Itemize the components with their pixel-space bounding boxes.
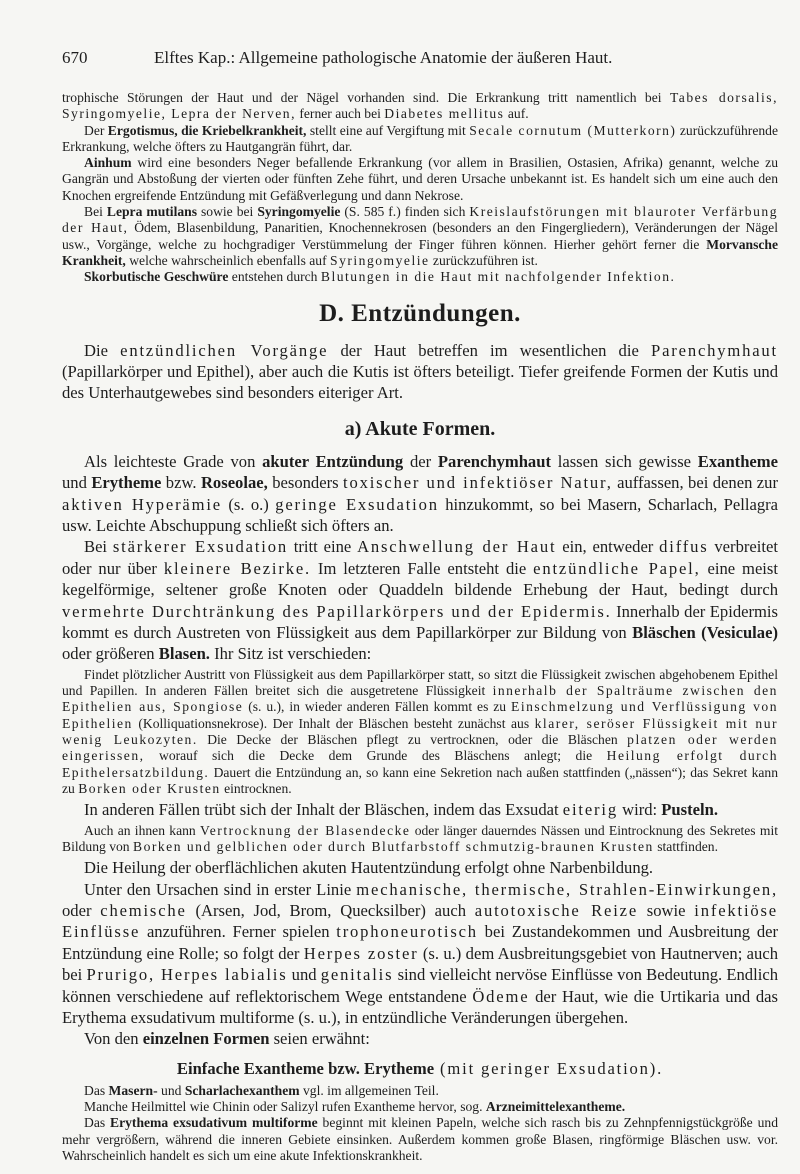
section-a-body-3: [62, 857, 778, 1050]
spaced-text: Parenchymhaut: [651, 340, 778, 360]
paragraph: [62, 799, 778, 820]
text: ein, entweder: [556, 537, 660, 557]
paragraph: [62, 1115, 778, 1164]
text: oder größeren: [62, 644, 159, 664]
text: (Arsen, Jod, Brom, Quecksilber) auch: [186, 901, 475, 921]
text: und: [157, 1082, 185, 1098]
spaced-text: Anschwellung der Haut: [357, 537, 557, 557]
text: Als leichteste Grade von: [84, 451, 263, 471]
bold-term: Ergotismus, die Kriebelkrankheit,: [107, 122, 307, 138]
bold-term: Morvansche Krankheit,: [62, 236, 778, 268]
spaced-text: genitalis: [320, 965, 394, 985]
text: Innerhalb der Epidermis kommt es durch Austreten von Flüssigkeit aus dem Papillarkörper zur Bildung von: [62, 601, 779, 643]
text: Ödem, Blasenbildung, Panaritien, Knochennekrosen (besonders an den Fingergliedern), Veränderungen der Nägel usw., Vorgänge, welche zu hochgradiger Verstümmelung der Finger führen können. Hierher gehört ferner die: [62, 220, 778, 252]
bold-term: Bläschen (Vesiculae): [632, 623, 778, 643]
bold-term: Parenchymhaut: [437, 451, 551, 471]
text: welche wahrscheinlich ebenfalls auf: [125, 252, 331, 268]
text: Im letzteren Falle entsteht die: [311, 558, 534, 578]
bold-term: einzelnen Formen: [142, 1029, 270, 1049]
text: der Haut, wie die Urtikaria und das Erythema exsudativum multiforme (s. u.), in entzündliche Veränderungen übergehen.: [62, 986, 779, 1028]
text: der Haut betreffen im wesentlichen die: [328, 340, 652, 360]
bold-term: akuter Entzündung: [262, 451, 404, 471]
text: worauf sich die Decke dem Grunde des Bläschens anlegt; die: [144, 748, 607, 764]
spaced-text: autotoxische Reize: [474, 901, 639, 921]
bold-term: Blasen.: [158, 644, 210, 664]
text: (s. u.) dem Ausbreitungsgebiet von Hautnerven; auch bei: [62, 943, 779, 985]
text: Auch an ihnen kann: [84, 822, 200, 838]
text: hinzukommt, so bei Masern, Scharlach, Pellagra usw. Leichte Abschuppung schließt sich öfters an.: [62, 494, 779, 535]
spaced-text: diffus: [659, 537, 709, 557]
spaced-text: entzündliche Papel,: [533, 558, 701, 578]
paragraph: [62, 155, 778, 204]
spaced-text: Tabes dorsalis, Syringomyelie, Lepra der Nerven,: [62, 90, 778, 122]
text: zurückzuführende Erkrankung, welche öfters zu Hautgangrän führt, dar.: [62, 122, 778, 154]
spaced-text: entzündlichen Vorgänge: [120, 340, 329, 360]
text: Von den: [84, 1029, 143, 1049]
bold-term: Erytheme: [91, 473, 162, 493]
section-a-body-2: [62, 799, 778, 820]
paragraph: [62, 536, 778, 664]
text: vgl. im allgemeinen Teil.: [299, 1082, 439, 1098]
text: besonders: [267, 473, 344, 493]
text: wird:: [617, 800, 662, 820]
text: wird eine besonders Neger befallende Erkrankung (vor allem in Brasilien, Ostasien, Afrika) genannt, welche zu Gangrän und Abstoßung der vierten oder fünften Zehe führt, und deren Ursache unbekannt ist. Es handelt sich um eine auch den Knochen ergreifende Entzündung mit Gefäßverlegung und dann Nekrose.: [62, 155, 778, 203]
text: auffassen, bei denen zur: [612, 473, 778, 493]
spaced-text: toxischer und infektiöser Natur,: [343, 473, 613, 493]
section-heading: D. Entzündungen.: [319, 299, 521, 327]
subsection-body: [62, 1083, 778, 1164]
spaced-text: Vertrocknung der Blasendecke: [199, 822, 411, 838]
text: sind vielleicht nervöse Einflüsse von Bedeutung. Endlich können verschiedene auf reflektorischem Wege entstandene: [62, 965, 778, 1006]
text: der: [403, 451, 438, 471]
text: oder: [62, 901, 101, 921]
spaced-text: Herpes zoster: [303, 943, 419, 963]
bold-term: Skorbutische Geschwüre: [84, 269, 229, 285]
bold-term: Ainhum: [84, 155, 132, 171]
text: Dauert die Entzündung an, so kann eine Sekretion nach außen stattfinden („nässen“); das Sekret kann zu: [62, 764, 778, 796]
page-number: 670: [62, 48, 88, 67]
bold-term: Arzneimittelexantheme.: [485, 1099, 626, 1115]
text: (s. o.): [221, 494, 276, 514]
paragraph: [62, 123, 778, 156]
text: Die: [84, 340, 121, 360]
section-a-small-1: [62, 667, 778, 797]
text: seien erwähnt:: [269, 1029, 370, 1049]
bold-term: Pusteln.: [661, 800, 718, 820]
heading-spaced: (mit geringer Exsudation).: [434, 1058, 664, 1078]
spaced-text: Blutungen in die Haut mit nachfolgender Infektion.: [320, 269, 676, 285]
text: Das: [84, 1082, 109, 1098]
text: Ihr Sitz ist verschieden:: [209, 644, 372, 664]
spaced-text: stärkerer Exsudation: [112, 537, 288, 557]
bold-term: Syringomyelie: [257, 204, 341, 220]
spaced-text: chemische: [100, 901, 187, 921]
spaced-text: kleinere Bezirke.: [163, 558, 312, 578]
spaced-text: Borken und gelblichen oder durch Blutfarbstoff schmutzig-braunen Krusten: [133, 838, 654, 854]
spaced-text: trophoneurotisch: [336, 922, 478, 942]
spaced-text: Prurigo, Herpes labialis: [86, 965, 288, 985]
spaced-text: Syringomyelie: [330, 252, 430, 268]
text: Unter den Ursachen sind in erster Linie: [84, 879, 357, 899]
paragraph: [62, 340, 778, 404]
text: Das: [84, 1115, 111, 1131]
paragraph: [62, 204, 778, 269]
text: zurückzuführen ist.: [429, 252, 538, 268]
spaced-text: Ödeme: [472, 986, 530, 1006]
text: bei Zustandekommen und Ausbreitung der Entzündung eine Rolle; so folgt der: [62, 922, 779, 963]
text: auf.: [504, 106, 529, 122]
bold-term: Scharlachexanthem: [184, 1082, 300, 1098]
bold-term: Erythema exsudativum multiforme: [110, 1115, 318, 1131]
text: und: [287, 965, 321, 985]
spaced-text: klarer, seröser Flüssigkeit mit nur wenig Leukozyten.: [62, 715, 779, 748]
page-header: [62, 48, 778, 68]
bold-term: Exantheme: [697, 451, 778, 471]
bold-term: Lepra mutilans: [106, 204, 197, 220]
text: Bei: [84, 537, 113, 557]
paragraph: [62, 269, 778, 285]
minor-heading: [62, 1059, 778, 1079]
text: sowie: [638, 901, 695, 921]
spaced-text: innerhalb der Spalträume zwischen den Epithelien aus, Spongiose: [62, 683, 778, 715]
subsection-heading: a) Akute Formen.: [344, 417, 496, 440]
text: tritt eine: [287, 537, 358, 557]
paragraph: [62, 667, 778, 797]
text: ferner auch bei: [295, 106, 385, 122]
text: (Kolliquationsnekrose). Der Inhalt der Bläschen besteht zunächst aus: [132, 715, 535, 731]
paragraph: [62, 451, 778, 537]
paragraph: [62, 1083, 778, 1099]
section-a-small-2: [62, 823, 778, 856]
running-title: Elftes Kap.: Allgemeine pathologische Anatomie der äußeren Haut.: [154, 48, 613, 67]
text: (S. 585 f.) finden sich: [340, 204, 470, 220]
spaced-text: platzen oder werden eingerissen,: [62, 732, 778, 764]
spaced-text: Kreislaufstörungen mit blauroter Verfärbung der Haut,: [62, 204, 778, 236]
spaced-text: Diabetes mellitus: [384, 106, 505, 122]
spaced-text: Einschmelzung und Verflüssigung von Epithelien: [62, 699, 779, 731]
text: stellt eine auf Vergiftung mit: [306, 122, 470, 138]
bold-term: Masern-: [108, 1082, 158, 1098]
spaced-text: mechanische, thermische, Strahlen-Einwirkungen,: [356, 879, 778, 899]
text: Findet plötzlicher Austritt von Flüssigkeit aus dem Papillarkörper statt, so sitzt die Flüssigkeit zwischen abgehobenem Epithel und Papillen. In anderen Fällen breitet sich die ausgetretene Flüssigkeit: [62, 666, 778, 699]
paragraph: [62, 823, 778, 856]
text: beginnt mit kleinen Papeln, welche sich rasch bis zu Zehnpfennigstückgröße und mehr vergrößern, während die inneren Gebiete einsinken. Außerdem kommen große Blasen, ringförmige Bläschen usw. vor. Wahrscheinlich handelt es sich um eine akute Infektionskrankheit.: [62, 1115, 778, 1164]
paragraph: [62, 1099, 778, 1115]
spaced-text: geringe Exsudation: [275, 494, 439, 514]
intro-block: [62, 90, 778, 286]
text: (s. u.), in wieder anderen Fällen kommt es zu: [243, 699, 512, 715]
paragraph: [62, 879, 778, 1029]
bold-term: Roseolae,: [200, 473, 268, 493]
section-a-body-1: [62, 451, 778, 665]
text: (Papillarkörper und Epithel), aber auch die Kutis ist öfters beteiligt. Tiefer greifende Formen der Kutis und des Unterhautgewebes sind besonders eiteriger Art.: [62, 361, 778, 403]
spaced-text: eiterig: [562, 800, 618, 820]
spaced-text: Heilung erfolgt durch Epithelersatzbildung.: [62, 748, 778, 780]
text: entstehen durch: [228, 269, 321, 285]
paragraph: [62, 90, 778, 123]
text: oder länger dauerndes Nässen und Eintrocknung des Sekretes mit Bildung von: [62, 822, 778, 854]
text: In anderen Fällen trübt sich der Inhalt der Bläschen, indem das Exsudat: [84, 800, 563, 820]
spaced-text: vermehrte Durchtränkung des Papillarkörpers und der Epidermis.: [62, 601, 612, 621]
text: eine meist kegelförmige, seltener große Knoten oder Quaddeln bildende Erhebung der Haut, bedingt durch: [62, 558, 778, 600]
text: Der: [84, 122, 108, 138]
text: Bei: [84, 204, 107, 220]
spaced-text: Secale cornutum (Mutterkorn): [469, 122, 677, 138]
text: eintrocknen.: [220, 780, 292, 796]
text: Manche Heilmittel wie Chinin oder Salizyl rufen Exantheme hervor, sog.: [84, 1099, 486, 1115]
text: sowie bei: [197, 204, 258, 220]
text: trophische Störungen der Haut und der Nägel vorhanden sind. Die Erkrankung tritt namentlich bei: [62, 90, 670, 105]
spaced-text: Borken oder Krusten: [78, 780, 221, 796]
text: stattfinden.: [653, 838, 719, 854]
spaced-text: infektiöse Einflüsse: [62, 901, 778, 942]
section-d-body: [62, 340, 778, 404]
text: verbreitet oder nur über: [62, 537, 778, 578]
heading-bold: Einfache Exantheme bzw. Erytheme: [176, 1058, 435, 1078]
paragraph: Die Heilung der oberflächlichen akuten Hautentzündung erfolgt ohne Narbenbildung.: [84, 858, 654, 878]
text: Die Decke der Bläschen pflegt zu vertrocknen, oder die Bläschen: [197, 732, 628, 748]
text: anzuführen. Ferner spielen: [140, 922, 337, 942]
spaced-text: aktiven Hyperämie: [62, 494, 222, 514]
paragraph: [62, 1028, 778, 1049]
text: bzw.: [161, 473, 201, 493]
text: und: [62, 473, 92, 493]
text: lassen sich gewisse: [550, 451, 698, 471]
